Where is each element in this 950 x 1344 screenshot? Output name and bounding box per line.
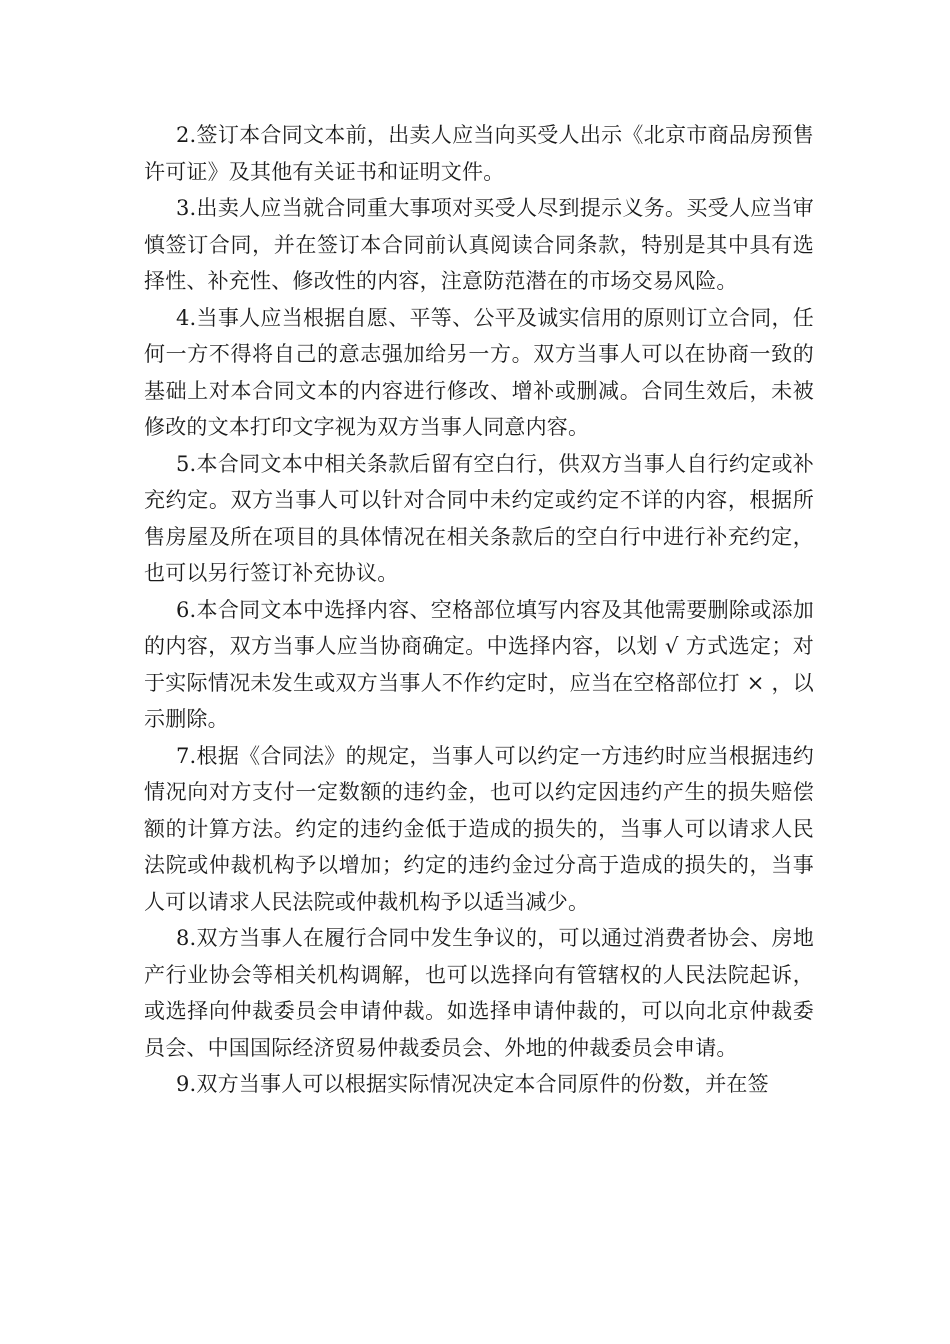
paragraph-6: 6.本合同文本中选择内容、空格部位填写内容及其他需要删除或添加的内容，双方当事人应当协商确定。中选择内容，以划 √ 方式选定；对于实际情况未发生或双方当事人不作约定时，应当在空格部位打 × ，以示删除。 xyxy=(144,597,814,731)
paragraph-4: 4.当事人应当根据自愿、平等、公平及诚实信用的原则订立合同，任何一方不得将自己的意志强加给另一方。双方当事人可以在协商一致的基础上对本合同文本的内容进行修改、增补或删减。合同生效后，未被修改的文本打印文字视为双方当事人同意内容。 xyxy=(144,305,814,439)
document-body xyxy=(144,117,814,1103)
paragraph-7: 7.根据《合同法》的规定，当事人可以约定一方违约时应当根据违约情况向对方支付一定数额的违约金，也可以约定因违约产生的损失赔偿额的计算方法。约定的违约金低于造成的损失的，当事人可以请求人民法院或仲裁机构予以增加；约定的违约金过分高于造成的损失的，当事人可以请求人民法院或仲裁机构予以适当减少。 xyxy=(144,743,814,914)
paragraph-5: 5.本合同文本中相关条款后留有空白行，供双方当事人自行约定或补充约定。双方当事人可以针对合同中未约定或约定不详的内容，根据所售房屋及所在项目的具体情况在相关条款后的空白行中进行补充约定，也可以另行签订补充协议。 xyxy=(144,451,814,585)
paragraph-3: 3.出卖人应当就合同重大事项对买受人尽到提示义务。买受人应当审慎签订合同，并在签订本合同前认真阅读合同条款，特别是其中具有选择性、补充性、修改性的内容，注意防范潜在的市场交易风险。 xyxy=(144,196,814,293)
paragraph-9: 9.双方当事人可以根据实际情况决定本合同原件的份数，并在签 xyxy=(176,1072,769,1096)
paragraph-2: 2.签订本合同文本前，出卖人应当向买受人出示《北京市商品房预售许可证》及其他有关证书和证明文件。 xyxy=(144,123,814,184)
paragraph-8: 8.双方当事人在履行合同中发生争议的，可以通过消费者协会、房地产行业协会等相关机构调解，也可以选择向有管辖权的人民法院起诉，或选择向仲裁委员会申请仲裁。如选择申请仲裁的，可以向北京仲裁委员会、中国国际经济贸易仲裁委员会、外地的仲裁委员会申请。 xyxy=(144,926,814,1060)
